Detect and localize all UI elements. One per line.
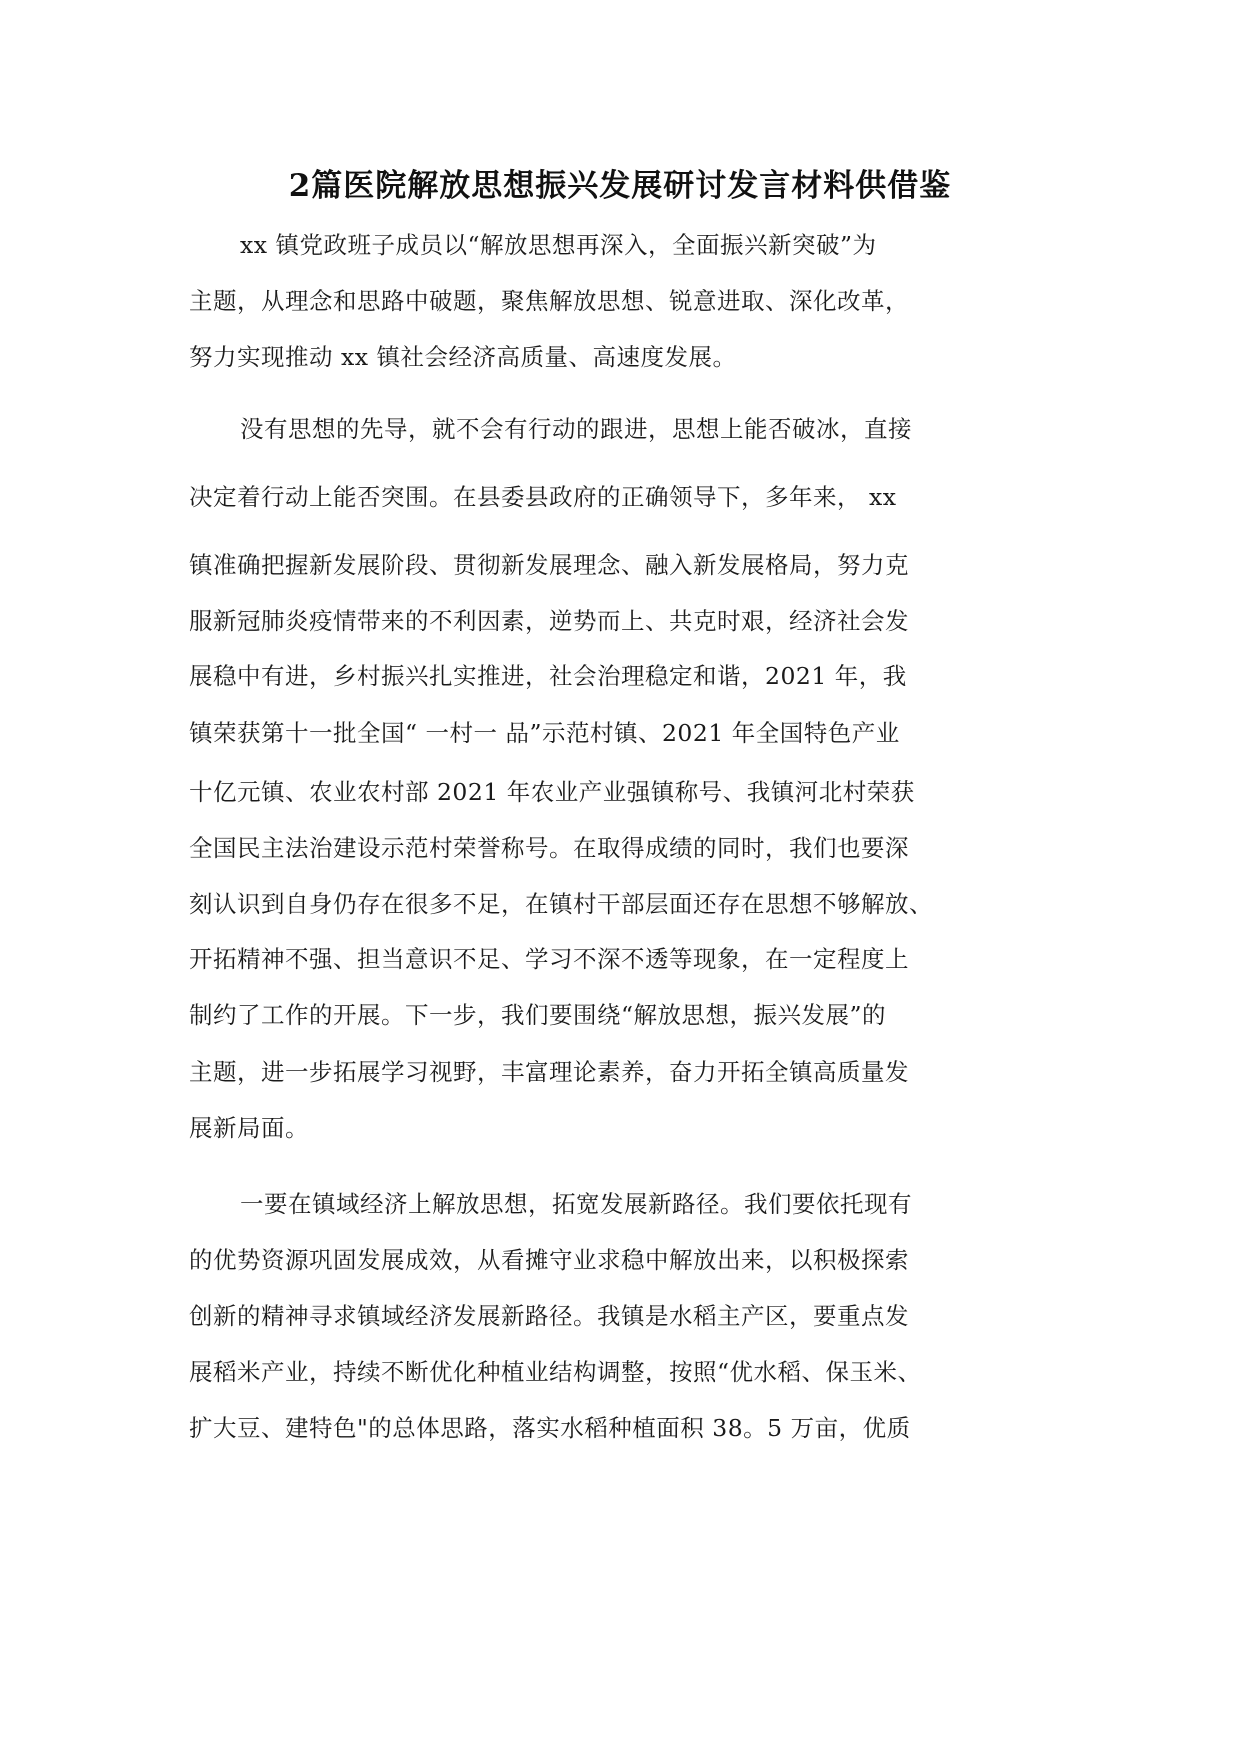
paragraph-1-line-1: xx 镇党政班子成员以“解放思想再深入，全面振兴新突破”为 xyxy=(240,231,877,259)
paragraph-1-line-3: 努力实现推动 xx 镇社会经济高质量、高速度发展。 xyxy=(189,343,737,371)
paragraph-2-line-8: 全国民主法治建设示范村荣誉称号。在取得成绩的同时，我们也要深 xyxy=(189,834,909,862)
paragraph-3-line-5: 扩大豆、建特色"的总体思路，落实水稻种植面积 38。5 万亩，优质 xyxy=(189,1414,911,1442)
paragraph-3-line-4: 展稻米产业，持续不断优化种植业结构调整，按照“优水稻、保玉米、 xyxy=(189,1358,922,1386)
paragraph-2-line-7: 十亿元镇、农业农村部 2021 年农业产业强镇称号、我镇河北村荣获 xyxy=(189,778,915,806)
paragraph-3-line-2: 的优势资源巩固发展成效，从看摊守业求稳中解放出来，以积极探索 xyxy=(189,1246,909,1274)
paragraph-2-line-4: 服新冠肺炎疫情带来的不利因素，逆势而上、共克时艰，经济社会发 xyxy=(189,607,909,635)
paragraph-2-line-1: 没有思想的先导，就不会有行动的跟进，思想上能否破冰，直接 xyxy=(240,415,912,443)
paragraph-2-line-11: 制约了工作的开展。下一步，我们要围绕“解放思想，振兴发展”的 xyxy=(189,1001,887,1029)
paragraph-2-line-6: 镇荣获第十一批全国“ 一村一 品”示范村镇、2021 年全国特色产业 xyxy=(189,719,900,747)
paragraph-2-line-9: 刻认识到自身仍存在很多不足，在镇村干部层面还存在思想不够解放、 xyxy=(189,890,933,918)
document-title: 2篇医院解放思想振兴发展研讨发言材料供借鉴 xyxy=(288,168,952,204)
paragraph-2-line-12: 主题，进一步拓展学习视野，丰富理论素养，奋力开拓全镇高质量发 xyxy=(189,1058,909,1086)
paragraph-3-line-1: 一要在镇域经济上解放思想，拓宽发展新路径。我们要依托现有 xyxy=(240,1190,912,1218)
paragraph-1-line-2: 主题，从理念和思路中破题，聚焦解放思想、锐意进取、深化改革， xyxy=(189,287,909,315)
paragraph-2-line-5: 展稳中有进，乡村振兴扎实推进，社会治理稳定和谐，2021 年，我 xyxy=(189,662,907,690)
paragraph-3-line-3: 创新的精神寻求镇域经济发展新路径。我镇是水稻主产区，要重点发 xyxy=(189,1302,909,1330)
paragraph-2-line-3: 镇准确把握新发展阶段、贯彻新发展理念、融入新发展格局，努力克 xyxy=(189,551,909,579)
paragraph-2-line-13: 展新局面。 xyxy=(189,1114,309,1142)
paragraph-2-line-10: 开拓精神不强、担当意识不足、学习不深不透等现象，在一定程度上 xyxy=(189,945,909,973)
paragraph-2-line-2: 决定着行动上能否突围。在县委县政府的正确领导下，多年来， xx xyxy=(189,483,897,511)
